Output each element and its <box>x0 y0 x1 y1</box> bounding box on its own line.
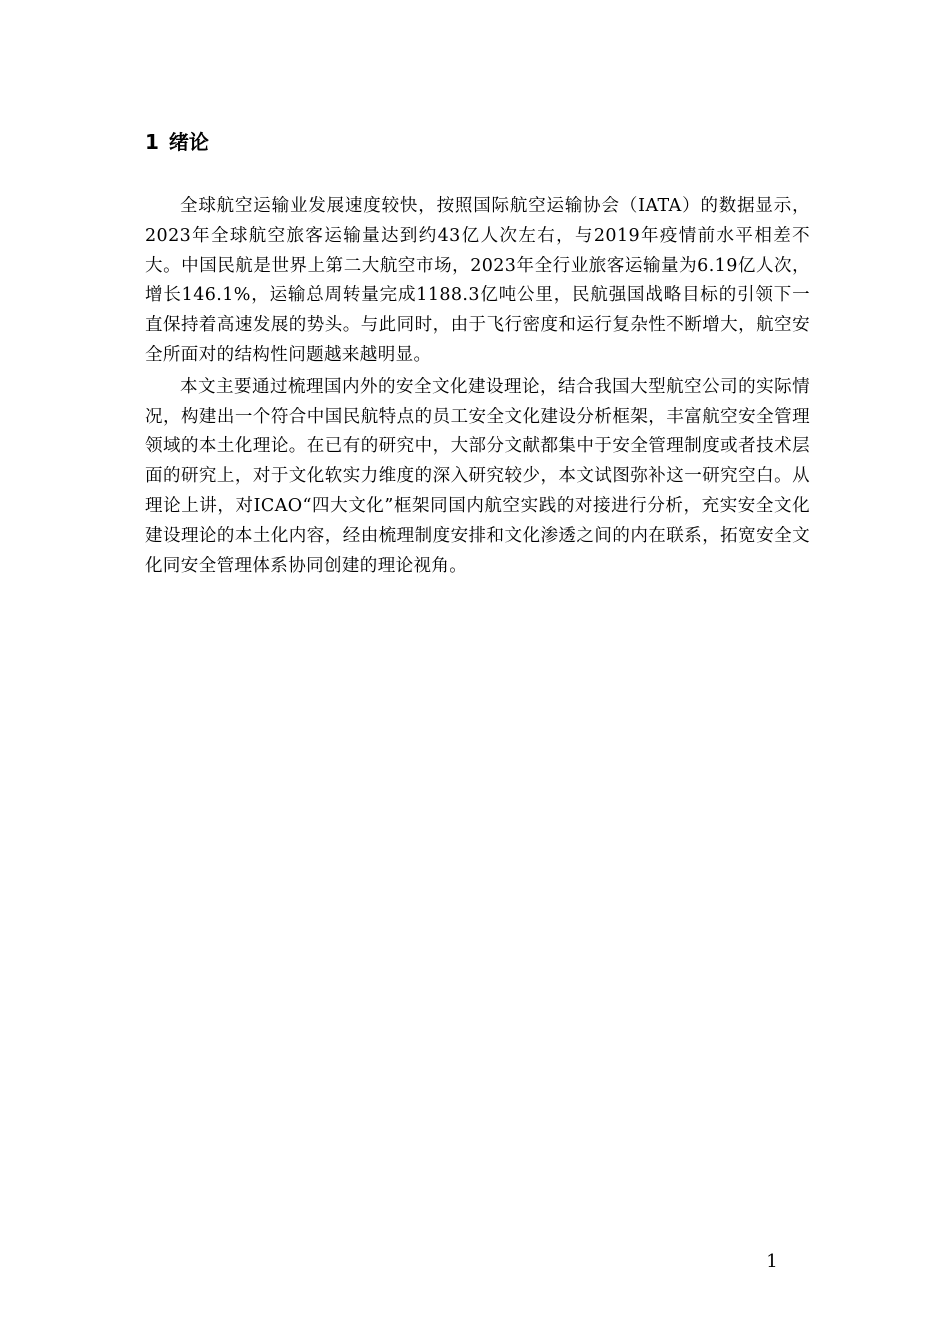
body-text <box>145 192 810 583</box>
page-number: 1 <box>766 1251 778 1272</box>
section-title: 绪论 <box>168 130 209 154</box>
section-number: 1 <box>145 130 159 154</box>
paragraph-2: 本文主要通过梳理国内外的安全文化建设理论，结合我国大型航空公司的实际情况，构建出一个符合中国民航特点的员工安全文化建设分析框架，丰富航空安全管理领域的本土化理论。在已有的研究中，大部分文献都集中于安全管理制度或者技术层面的研究上，对于文化软实力维度的深入研究较少，本文试图弥补这一研究空白。从理论上讲，对ICAO“四大文化”框架同国内航空实践的对接进行分析，充实安全文化建设理论的本土化内容，经由梳理制度安排和文化渗透之间的内在联系，拓宽安全文化同安全管理体系协同创建的理论视角。 <box>145 376 810 576</box>
section-heading <box>145 128 209 156</box>
paragraph-1: 全球航空运输业发展速度较快，按照国际航空运输协会（IATA）的数据显示，2023年全球航空旅客运输量达到约43亿人次左右，与2019年疫情前水平相差不大。中国民航是世界上第二大航空市场，2023年全行业旅客运输量为6.19亿人次，增长146.1%，运输总周转量完成1188.3亿吨公里，民航强国战略目标的引领下一直保持着高速发展的势头。与此同时，由于飞行密度和运行复杂性不断增大，航空安全所面对的结构性问题越来越明显。 <box>145 196 810 365</box>
